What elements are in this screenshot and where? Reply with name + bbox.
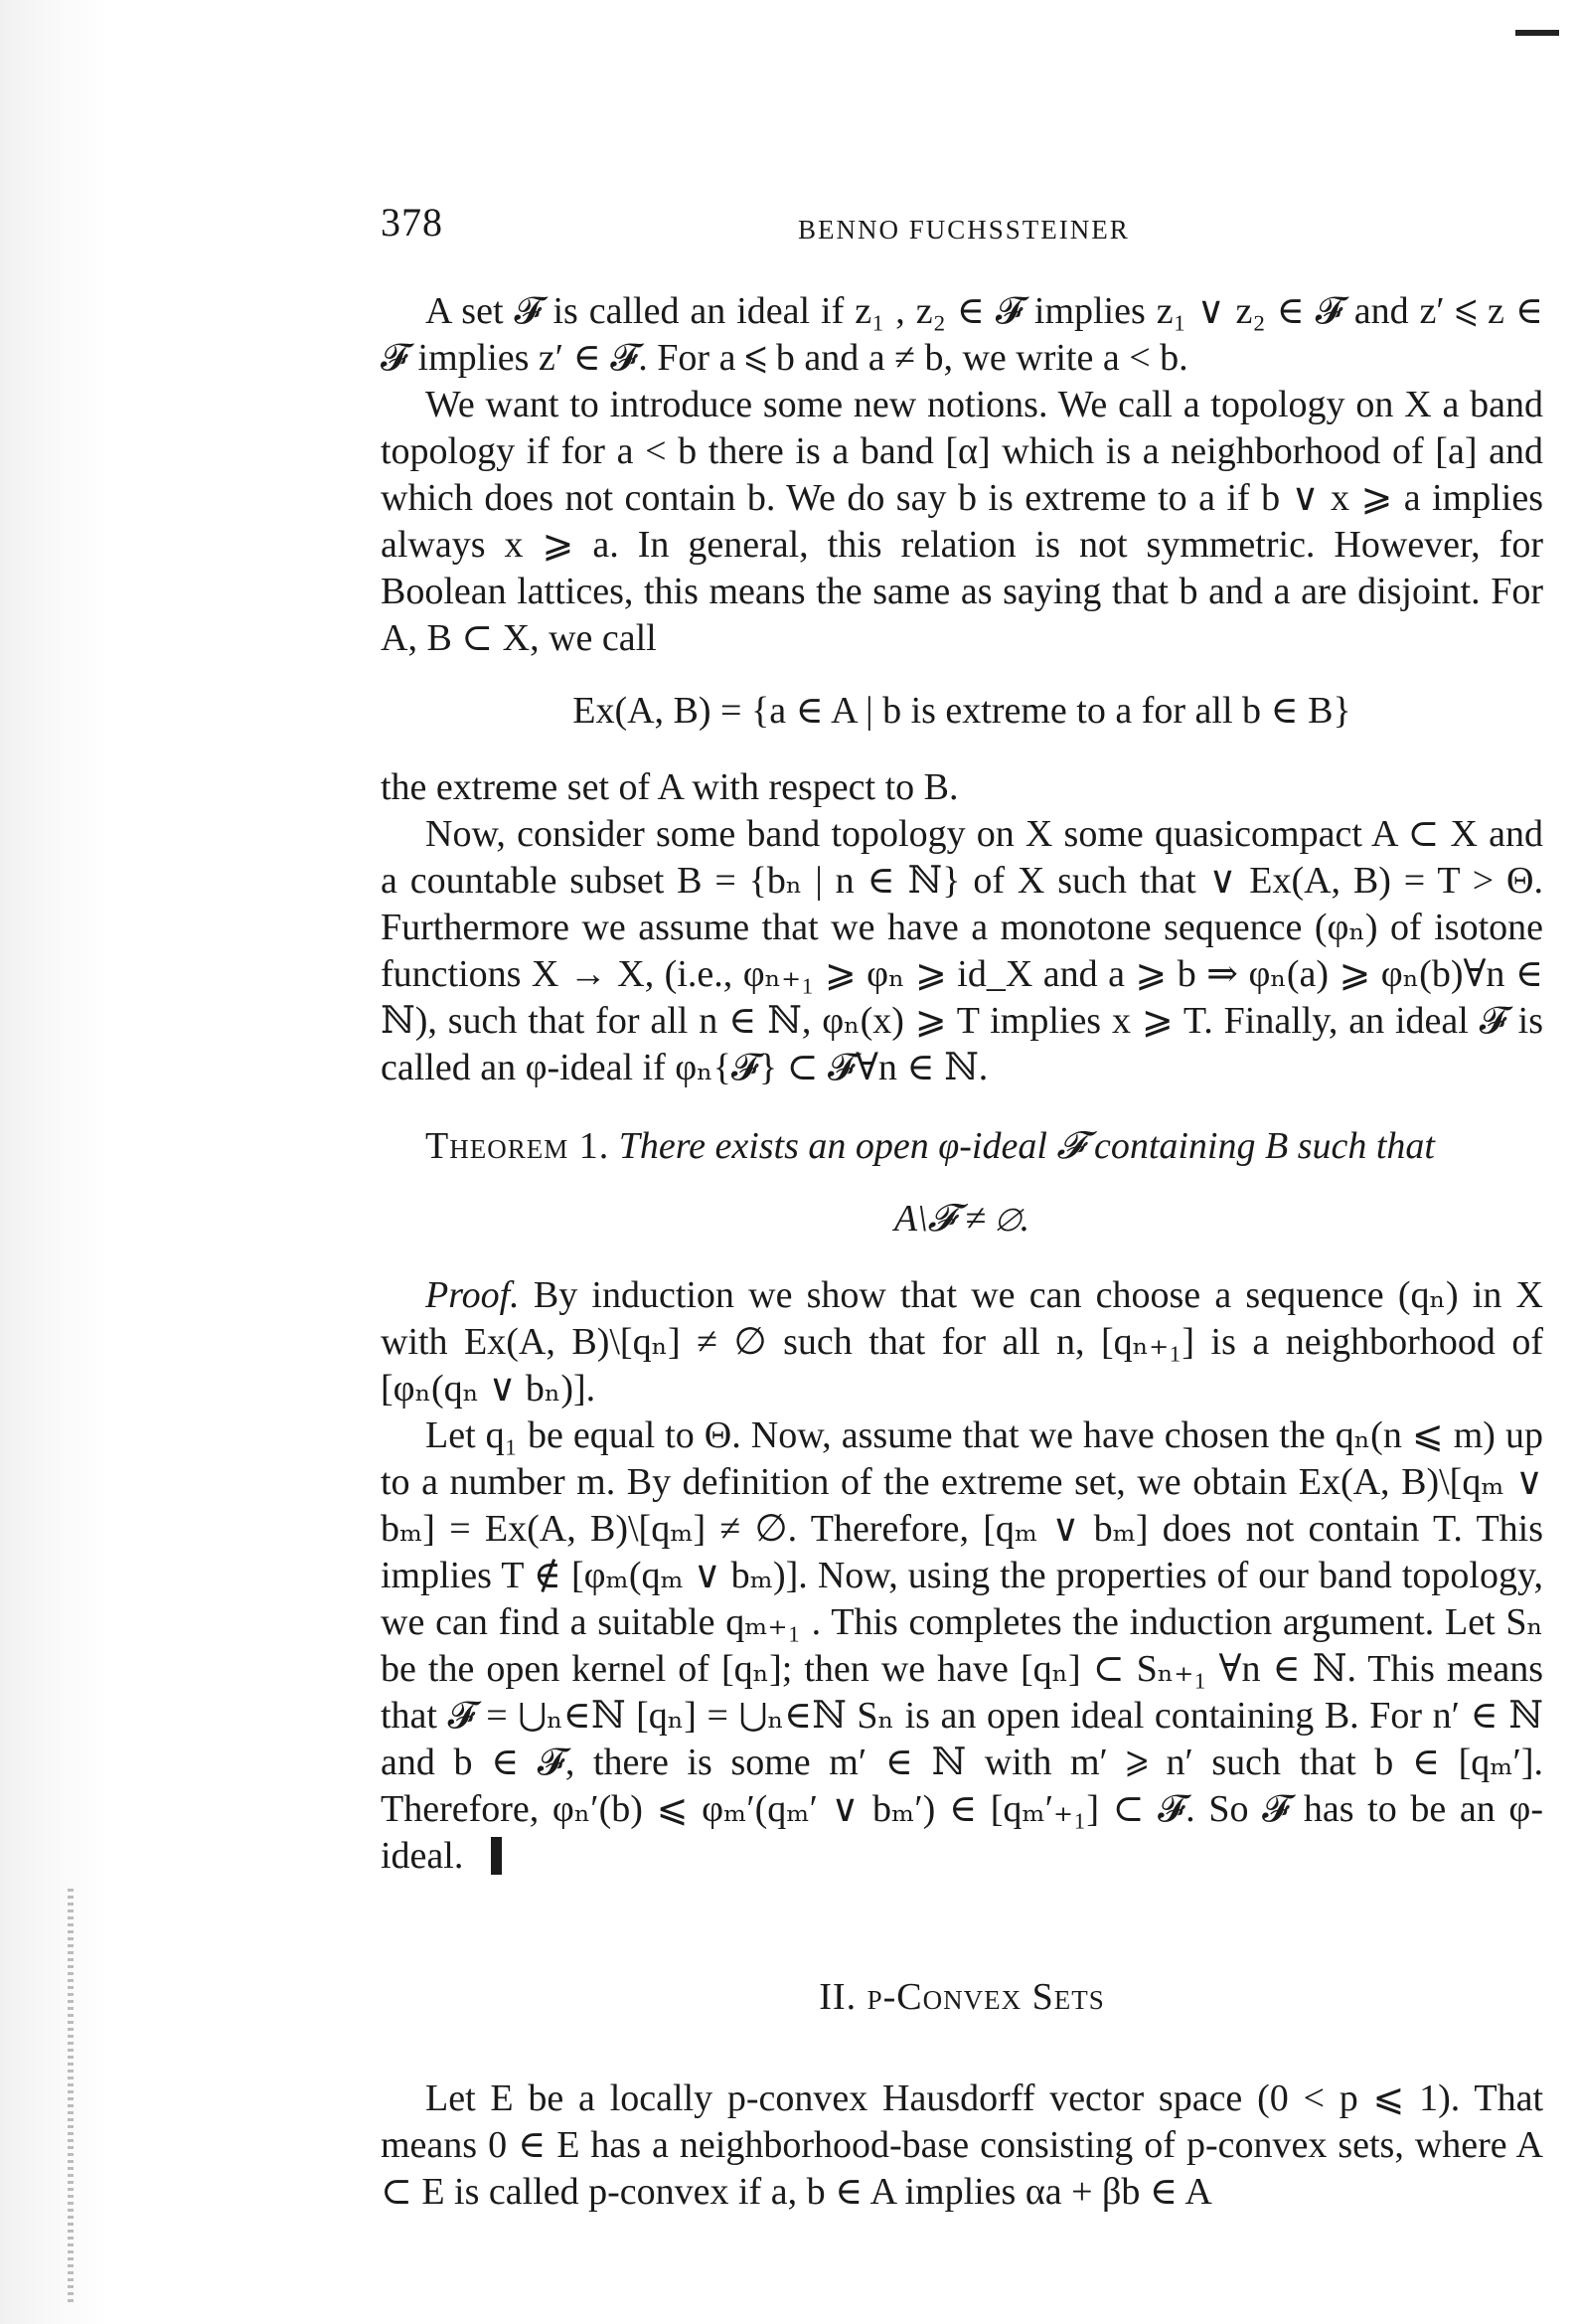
paragraph-band-topology: We want to introduce some new notions. We call a topology on X a band topology if for a < b there is a band [α] which is a neighborhood of [a] and which does not contain b. We do say b is extreme to a if b ∨ x ⩾ a implies always x ⩾ a. In general, this relation is not symmetric. However, for Boolean lattices, this means the same as saying that b and a are disjoint. For A, B ⊂ X, we call [381, 384, 1543, 659]
proof-paragraph-1 [381, 1272, 1543, 1412]
page-number: 378 [381, 200, 443, 245]
page-header [381, 199, 1543, 249]
proof-label: Proof. [425, 1274, 520, 1316]
section-heading: II. p-Convex Sets [819, 1976, 1105, 2018]
scan-corner-mark [1515, 30, 1559, 36]
body-text [381, 288, 1543, 2216]
proof-text-2: Let q₁ be equal to Θ. Now, assume that we have chosen the qₙ(n ⩽ m) up to a number m. By definition of the extreme set, we obtain Ex(A, B)\[qₘ ∨ bₘ] = Ex(A, B)\[qₘ] ≠ ∅. Therefore, [qₘ ∨ bₘ] does not contain T. This implies T ∉ [φₘ(qₘ ∨ bₘ)]. Now, using the properties of our band topology, we can find a suitable qₘ₊₁ . This completes the induction argument. Let Sₙ be the open kernel of [qₙ]; then we have [qₙ] ⊂ Sₙ₊₁ ∀n ∈ ℕ. This means that 𝓕 = ⋃ₙ∈ℕ [qₙ] = ⋃ₙ∈ℕ Sₙ is an open ideal containing B. For n′ ∈ ℕ and b ∈ 𝓕, there is some m′ ∈ ℕ with m′ ⩾ n′ such that b ∈ [qₘ′]. Therefore, φₙ′(b) ⩽ φₘ′(qₘ′ ∨ bₘ′) ∈ [qₘ′₊₁] ⊂ 𝓕. So 𝓕 has to be an φ-ideal. [381, 1414, 1543, 1877]
paragraph-extreme-set: the extreme set of A with respect to B. [381, 766, 959, 808]
theorem-label: Theorem 1. [425, 1125, 610, 1167]
paragraph-ideal-definition: A set 𝓕 is called an ideal if z₁ , z₂ ∈ 𝓕 implies z₁ ∨ z₂ ∈ 𝓕 and z′ ⩽ z ∈ 𝓕 implies z′ ∈ 𝓕. For a ⩽ b and a ≠ b, we write a < b. [381, 290, 1543, 379]
section-paragraph-1: Let E be a locally p-convex Hausdorff vector space (0 < p ⩽ 1). That means 0 ∈ E has a neighborhood-base consisting of p-convex sets, where A ⊂ E is called p-convex if a, b ∈ A implies αa + βb ∈ A [381, 2077, 1543, 2213]
theorem-statement: There exists an open φ-ideal 𝓕 containing B such that [618, 1125, 1435, 1167]
proof-paragraph-2 [381, 1412, 1543, 1880]
qed-symbol [491, 1837, 502, 1875]
scan-shadow-edge [0, 0, 109, 2324]
display-equation-extreme-set: Ex(A, B) = {a ∈ A | b is extreme to a for all b ∈ B} [572, 690, 1351, 732]
running-head: BENNO FUCHSSTEINER [798, 215, 1130, 245]
paragraph-assumptions: Now, consider some band topology on X some quasicompact A ⊂ X and a countable subset B = {bₙ | n ∈ ℕ} of X such that ∨ Ex(A, B) = T > Θ. Furthermore we assume that we have a monotone sequence (φₙ) of isotone functions X → X, (i.e., φₙ₊₁ ⩾ φₙ ⩾ id_X and a ⩾ b ⇒ φₙ(a) ⩾ φₙ(b)∀n ∈ ℕ), such that for all n ∈ ℕ, φₙ(x) ⩾ T implies x ⩾ T. Finally, an ideal 𝓕 is called an φ-ideal if φₙ{𝓕} ⊂ 𝓕∀n ∈ ℕ. [381, 813, 1543, 1088]
theorem-display-equation: A\𝓕 ≠ ∅. [893, 1198, 1030, 1240]
scan-binding-mark [68, 1889, 74, 2306]
proof-text-1: By induction we show that we can choose a sequence (qₙ) in X with Ex(A, B)\[qₙ] ≠ ∅ such that for all n, [qₙ₊₁] is a neighborhood of [φₙ(qₙ ∨ bₙ)]. [381, 1274, 1544, 1410]
theorem-1 [381, 1123, 1543, 1170]
